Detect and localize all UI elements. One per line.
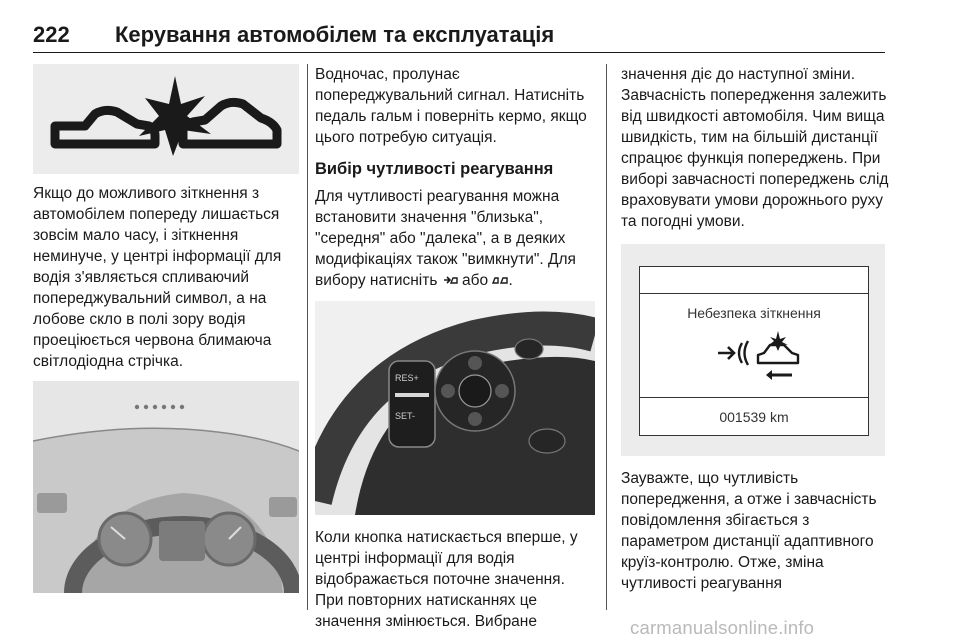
- col3-paragraph-2: Зауважте, що чутливість попередження, а отже і завчасність повідомлення збігається з параметром дистанції адаптивного круїз-контролю. Отже, зміна чутливості реагування: [621, 470, 877, 592]
- display-title: Небезпека зіткнення: [687, 305, 821, 321]
- sensitivity-far-icon: [492, 272, 508, 286]
- collision-symbol-figure: [33, 64, 299, 174]
- res-label: RES+: [395, 373, 419, 383]
- display-odometer: 001539 km: [719, 409, 789, 425]
- col1-paragraph: Якщо до можливого зіткнення з автомобілем попереду лишається зовсім мало часу, і зіткнення неминуче, у центрі інформації для водія з'являється спливаючий попереджувальний символ, а на лобове скло в полі зору водія проеціюється червона блимаюча світлодіодна стрічка.: [33, 185, 282, 370]
- page-title: Керування автомобілем та експлуатація: [115, 22, 555, 47]
- col2-paragraph-3: Коли кнопка натискається вперше, у центрі інформації для водія відображається поточне значення. При повторних натисканнях це значення змінюється. Вибране: [315, 529, 578, 630]
- page-number: 222: [33, 22, 70, 47]
- sensitivity-near-icon: [442, 272, 458, 286]
- set-label: SET-: [395, 411, 416, 421]
- col2-paragraph-1: Водночас, пролунає попереджувальний сигнал. Натисніть педаль гальм і поверніть кермо, якщо цього потребую ситуація.: [315, 66, 587, 146]
- dashboard-photo: [33, 381, 299, 593]
- col2-paragraph-2: Для чутливості реагування можна встановити значення "близька", "середня" або "далека", а в деяких модифікаціях також "вимкнути". Для вибору натисніть або .: [315, 188, 576, 289]
- driver-info-display: [639, 266, 869, 436]
- driver-info-display-figure: [621, 244, 885, 456]
- steering-wheel-buttons-photo: [315, 301, 595, 515]
- section-heading: Вибір чутливості реагування: [315, 160, 554, 178]
- col3-paragraph-1: значення діє до наступної зміни. Завчасність попередження залежить від швидкості автомобіля. Чим вища швидкість, тим на більшій дистанції спрацює функція попереджень. При виборі завчасності попереджень слід враховувати умови дорожнього руху та погодні умови.: [621, 66, 889, 230]
- collision-warning-icon: [33, 64, 299, 174]
- watermark: carmanualsonline.info: [630, 617, 815, 638]
- column-3: [621, 64, 889, 594]
- column-divider-1: [307, 64, 308, 610]
- column-2: [315, 64, 595, 632]
- column-divider-2: [606, 64, 607, 610]
- column-1: [33, 64, 299, 593]
- collision-alert-icon: [714, 331, 804, 385]
- page-header: [33, 22, 885, 53]
